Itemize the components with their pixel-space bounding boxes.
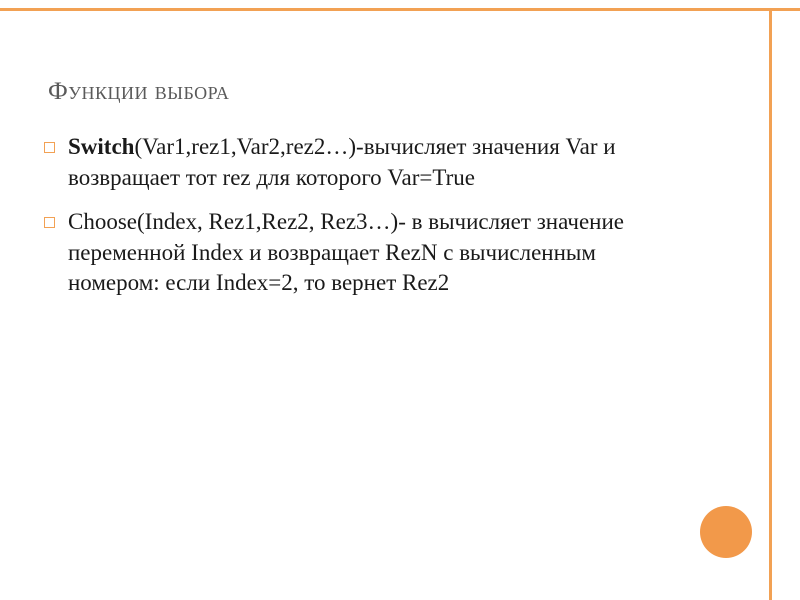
bullet-square-icon: [44, 217, 55, 228]
right-accent-rule: [769, 8, 772, 600]
list-item: [44, 132, 664, 193]
list-item: [44, 207, 664, 299]
bullet-body: Choose(Index, Rez1,Rez2, Rez3…)- в вычисляет значение переменной Index и возвращает RezN с вычисленным номером: если Index=2, то вернет Rez2: [68, 209, 624, 296]
bullet-body: (Var1,rez1,Var2,rez2…)-вычисляет значения Var и возвращает тот rez для которого Var=True: [68, 134, 616, 190]
bullet-bold-prefix: Switch: [68, 134, 135, 159]
corner-circle-decoration: [700, 506, 752, 558]
top-accent-rule: [0, 8, 800, 11]
bullet-square-icon: [44, 142, 55, 153]
page-title: Функции выбора: [48, 78, 230, 105]
bullet-text: [68, 207, 664, 299]
bullet-list: [44, 132, 664, 313]
bullet-text: [68, 132, 664, 193]
